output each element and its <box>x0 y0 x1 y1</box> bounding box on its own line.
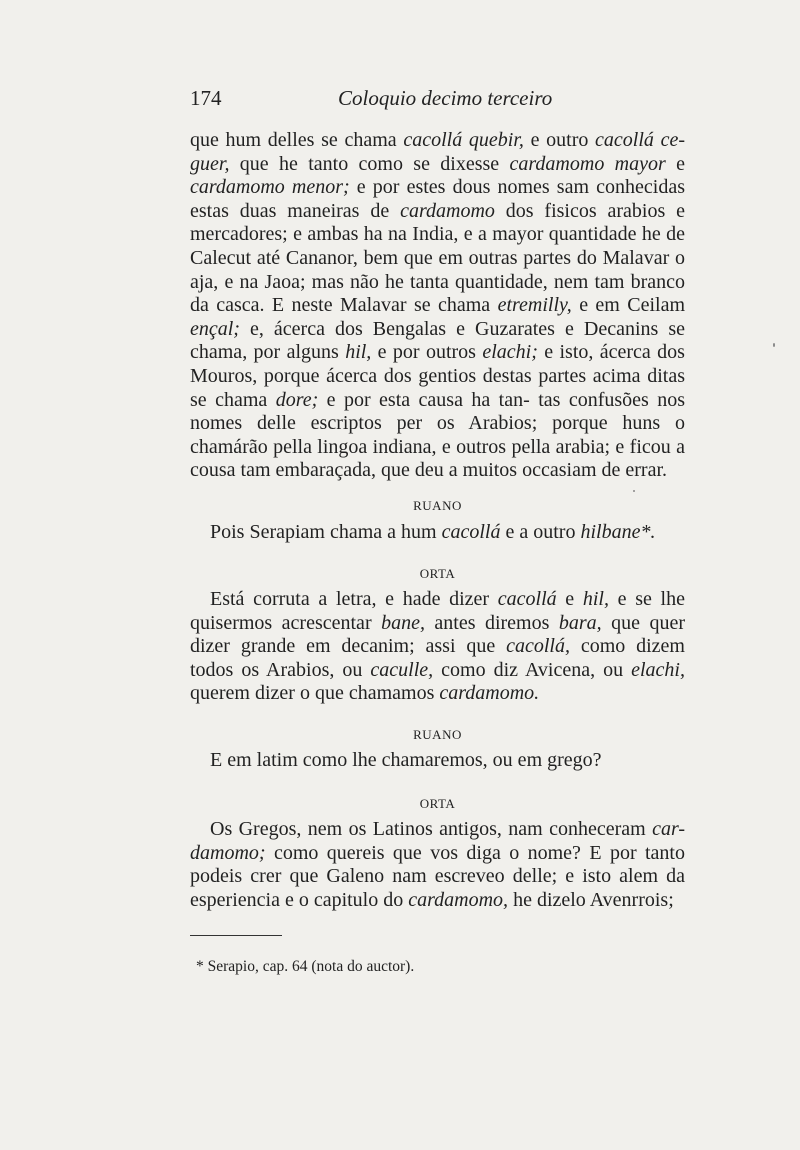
text-run: etremilly, <box>497 294 572 317</box>
text-run: Está corruta a letra, e hade dizer <box>210 588 498 610</box>
text-run: tam branco da casca. E neste Malavar se chama <box>190 270 686 317</box>
text-paragraph <box>190 521 685 545</box>
text-run: occasiam de errar. <box>522 459 668 482</box>
text-run: dos fisicos arabios e <box>494 199 685 222</box>
paper-speck <box>773 343 775 347</box>
text-run: e outro <box>523 129 596 151</box>
text-run: quisermos acrescentar <box>190 611 382 634</box>
text-run: partes acima ditas se chama <box>190 364 685 411</box>
running-header <box>190 86 685 116</box>
text-run: e se lhe <box>608 588 685 610</box>
speaker-label: ORTA <box>419 566 456 581</box>
running-title: Coloquio decimo terceiro <box>338 86 553 110</box>
text-run: e por outros <box>371 341 483 364</box>
text-run: damomo; <box>190 841 266 864</box>
text-run: esperiencia e o capitulo do <box>190 888 409 911</box>
text-run: Decanins se chama, por alguns <box>190 317 686 364</box>
text-run: como dizem <box>569 635 685 658</box>
speaker-label: RUANO <box>413 498 462 513</box>
text-run: elachi, <box>631 658 685 681</box>
text-run: cacollá <box>497 588 557 610</box>
text-run: que hum delles se chama <box>190 129 404 151</box>
text-run: isto, ácerca dos Mouros, porque ácerca dos gentios destas <box>190 341 685 387</box>
text-run: e, ácerca dos Bengalas e Guzarates e <box>239 317 574 340</box>
page-number: 174 <box>190 86 222 110</box>
paragraph-3 <box>190 588 685 706</box>
text-paragraph <box>190 129 685 483</box>
text-run: tas confusões nos nomes delle escriptos per os Arabios; <box>190 388 686 435</box>
text-paragraph <box>190 749 685 773</box>
text-run: Malavar o aja, e na Jaoa; mas não he tanta quantidade, nem <box>190 246 685 293</box>
text-run: todos os Arabios, ou <box>190 658 371 681</box>
text-run: hil, <box>582 588 609 610</box>
text-run: car- <box>652 818 685 840</box>
text-run: hilbane*. <box>580 521 656 543</box>
text-run: como quereis que vos diga o nome? E por tanto <box>265 841 685 864</box>
text-run: bara, <box>558 611 602 634</box>
text-paragraph <box>190 818 685 912</box>
text-run: hil, <box>345 341 372 364</box>
text-run: querem dizer o que chamamos <box>190 682 440 705</box>
text-run: que he tanto como se dixesse <box>229 152 510 175</box>
text-run: dizer grande em decanim; assi que <box>190 635 507 658</box>
footnote: * Serapio, cap. 64 (nota do auctor). <box>196 958 415 975</box>
text-run: e <box>556 588 583 610</box>
text-run: antes diremos <box>424 611 559 634</box>
text-run: estas duas maneiras de <box>190 199 401 222</box>
text-run: ençal; <box>190 317 240 340</box>
speaker-label: ORTA <box>419 796 456 811</box>
text-run: podeis crer que Galeno nam escreveo delle; e isto alem da <box>190 865 685 888</box>
text-run: e por esta causa ha tan- <box>318 388 530 411</box>
paragraph-2 <box>190 521 685 545</box>
text-run: bane, <box>381 611 425 634</box>
text-run: cardamomo. <box>439 682 540 705</box>
text-run: e em Ceilam <box>579 294 686 317</box>
text-run: cardamomo mayor <box>509 152 666 175</box>
text-run: caculle, <box>370 658 434 681</box>
text-run: e <box>537 341 554 364</box>
text-run: guer, <box>190 152 230 175</box>
text-run: como diz Avicena, ou <box>433 658 632 681</box>
footnote-rule <box>190 935 282 936</box>
text-run: cacollá ce- <box>595 129 686 151</box>
paragraph-5 <box>190 818 685 912</box>
text-run: elachi; <box>482 341 538 364</box>
paragraph-1 <box>190 129 685 483</box>
paragraph-4 <box>190 749 685 773</box>
text-run: e a outro <box>500 521 581 543</box>
text-run: cardamomo, <box>408 888 509 911</box>
text-run: he dizelo Avenrrois; <box>508 888 674 911</box>
text-paragraph <box>190 588 685 706</box>
text-run: de Calecut até Cananor, bem que em outras partes do <box>190 223 685 269</box>
text-run: dore; <box>275 388 319 411</box>
text-run: e <box>665 152 685 175</box>
text-run: porque huns o chamárão pella lingoa indiana, e outros pella <box>190 412 685 458</box>
speaker-label: RUANO <box>413 727 462 742</box>
text-run: arabia; e ficou a cousa tam embaraçada, que deu a muitos <box>190 435 685 482</box>
text-run: e por estes dous nomes sam conhecidas <box>349 176 685 199</box>
text-run: cardamomo <box>400 199 495 222</box>
text-run: que quer <box>601 611 686 634</box>
text-run: cacollá quebir, <box>403 129 524 151</box>
text-run: cardamomo menor; <box>190 176 350 199</box>
text-run: Pois Serapiam chama a hum <box>210 521 442 543</box>
text-run: mercadores; e ambas ha na India, e a mayor quantidade he <box>190 223 661 246</box>
text-run: Os Gregos, nem os Latinos antigos, nam conheceram <box>210 818 653 840</box>
text-run: cacollá <box>441 521 501 543</box>
paper-speck <box>633 490 635 492</box>
text-run: cacollá, <box>506 635 570 658</box>
text-run: E em latim como lhe chamaremos, ou em grego? <box>210 749 602 771</box>
